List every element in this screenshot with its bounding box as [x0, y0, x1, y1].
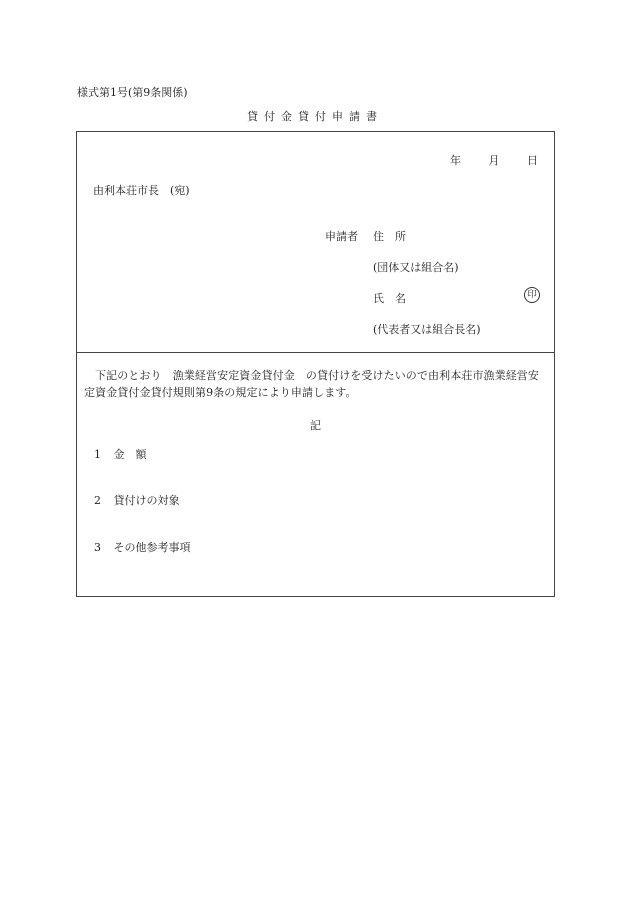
- item-label: 貸付けの対象: [113, 494, 180, 507]
- date-line: [450, 152, 538, 168]
- representative-label: (代表者又は組合長名): [373, 323, 481, 336]
- seal-icon: 印: [524, 287, 540, 303]
- form-number-label: 様式第1号(第9条関係): [77, 86, 188, 99]
- item-loan-target: [94, 492, 180, 508]
- name-label: 氏 名: [373, 292, 406, 305]
- application-body-box: [76, 352, 555, 597]
- document-title: 貸付金貸付申請書: [247, 110, 383, 123]
- ki-heading: 記: [310, 419, 321, 432]
- month-label: 月: [488, 154, 500, 167]
- address-label: 住 所: [373, 230, 406, 243]
- addressee: 由利本荘市長 (宛): [93, 184, 190, 197]
- item-other-notes: [94, 539, 191, 555]
- item-amount: [94, 446, 147, 462]
- application-statement: 下記のとおり 漁業経営安定資金貸付金 の貸付けを受けたいので由利本荘市漁業経営安定資金貸付金貸付規則第9条の規定により申請します。: [84, 369, 539, 399]
- group-name-label: (団体又は組合名): [373, 261, 459, 274]
- item-label: その他参考事項: [113, 541, 191, 554]
- applicant-box: [76, 131, 555, 353]
- day-label: 日: [527, 154, 538, 167]
- year-label: 年: [450, 154, 461, 167]
- applicant-label: 申請者: [325, 230, 358, 243]
- item-label: 金 額: [113, 448, 147, 461]
- item-number: 1: [94, 448, 101, 461]
- item-number: 3: [94, 541, 101, 554]
- item-number: 2: [94, 494, 101, 507]
